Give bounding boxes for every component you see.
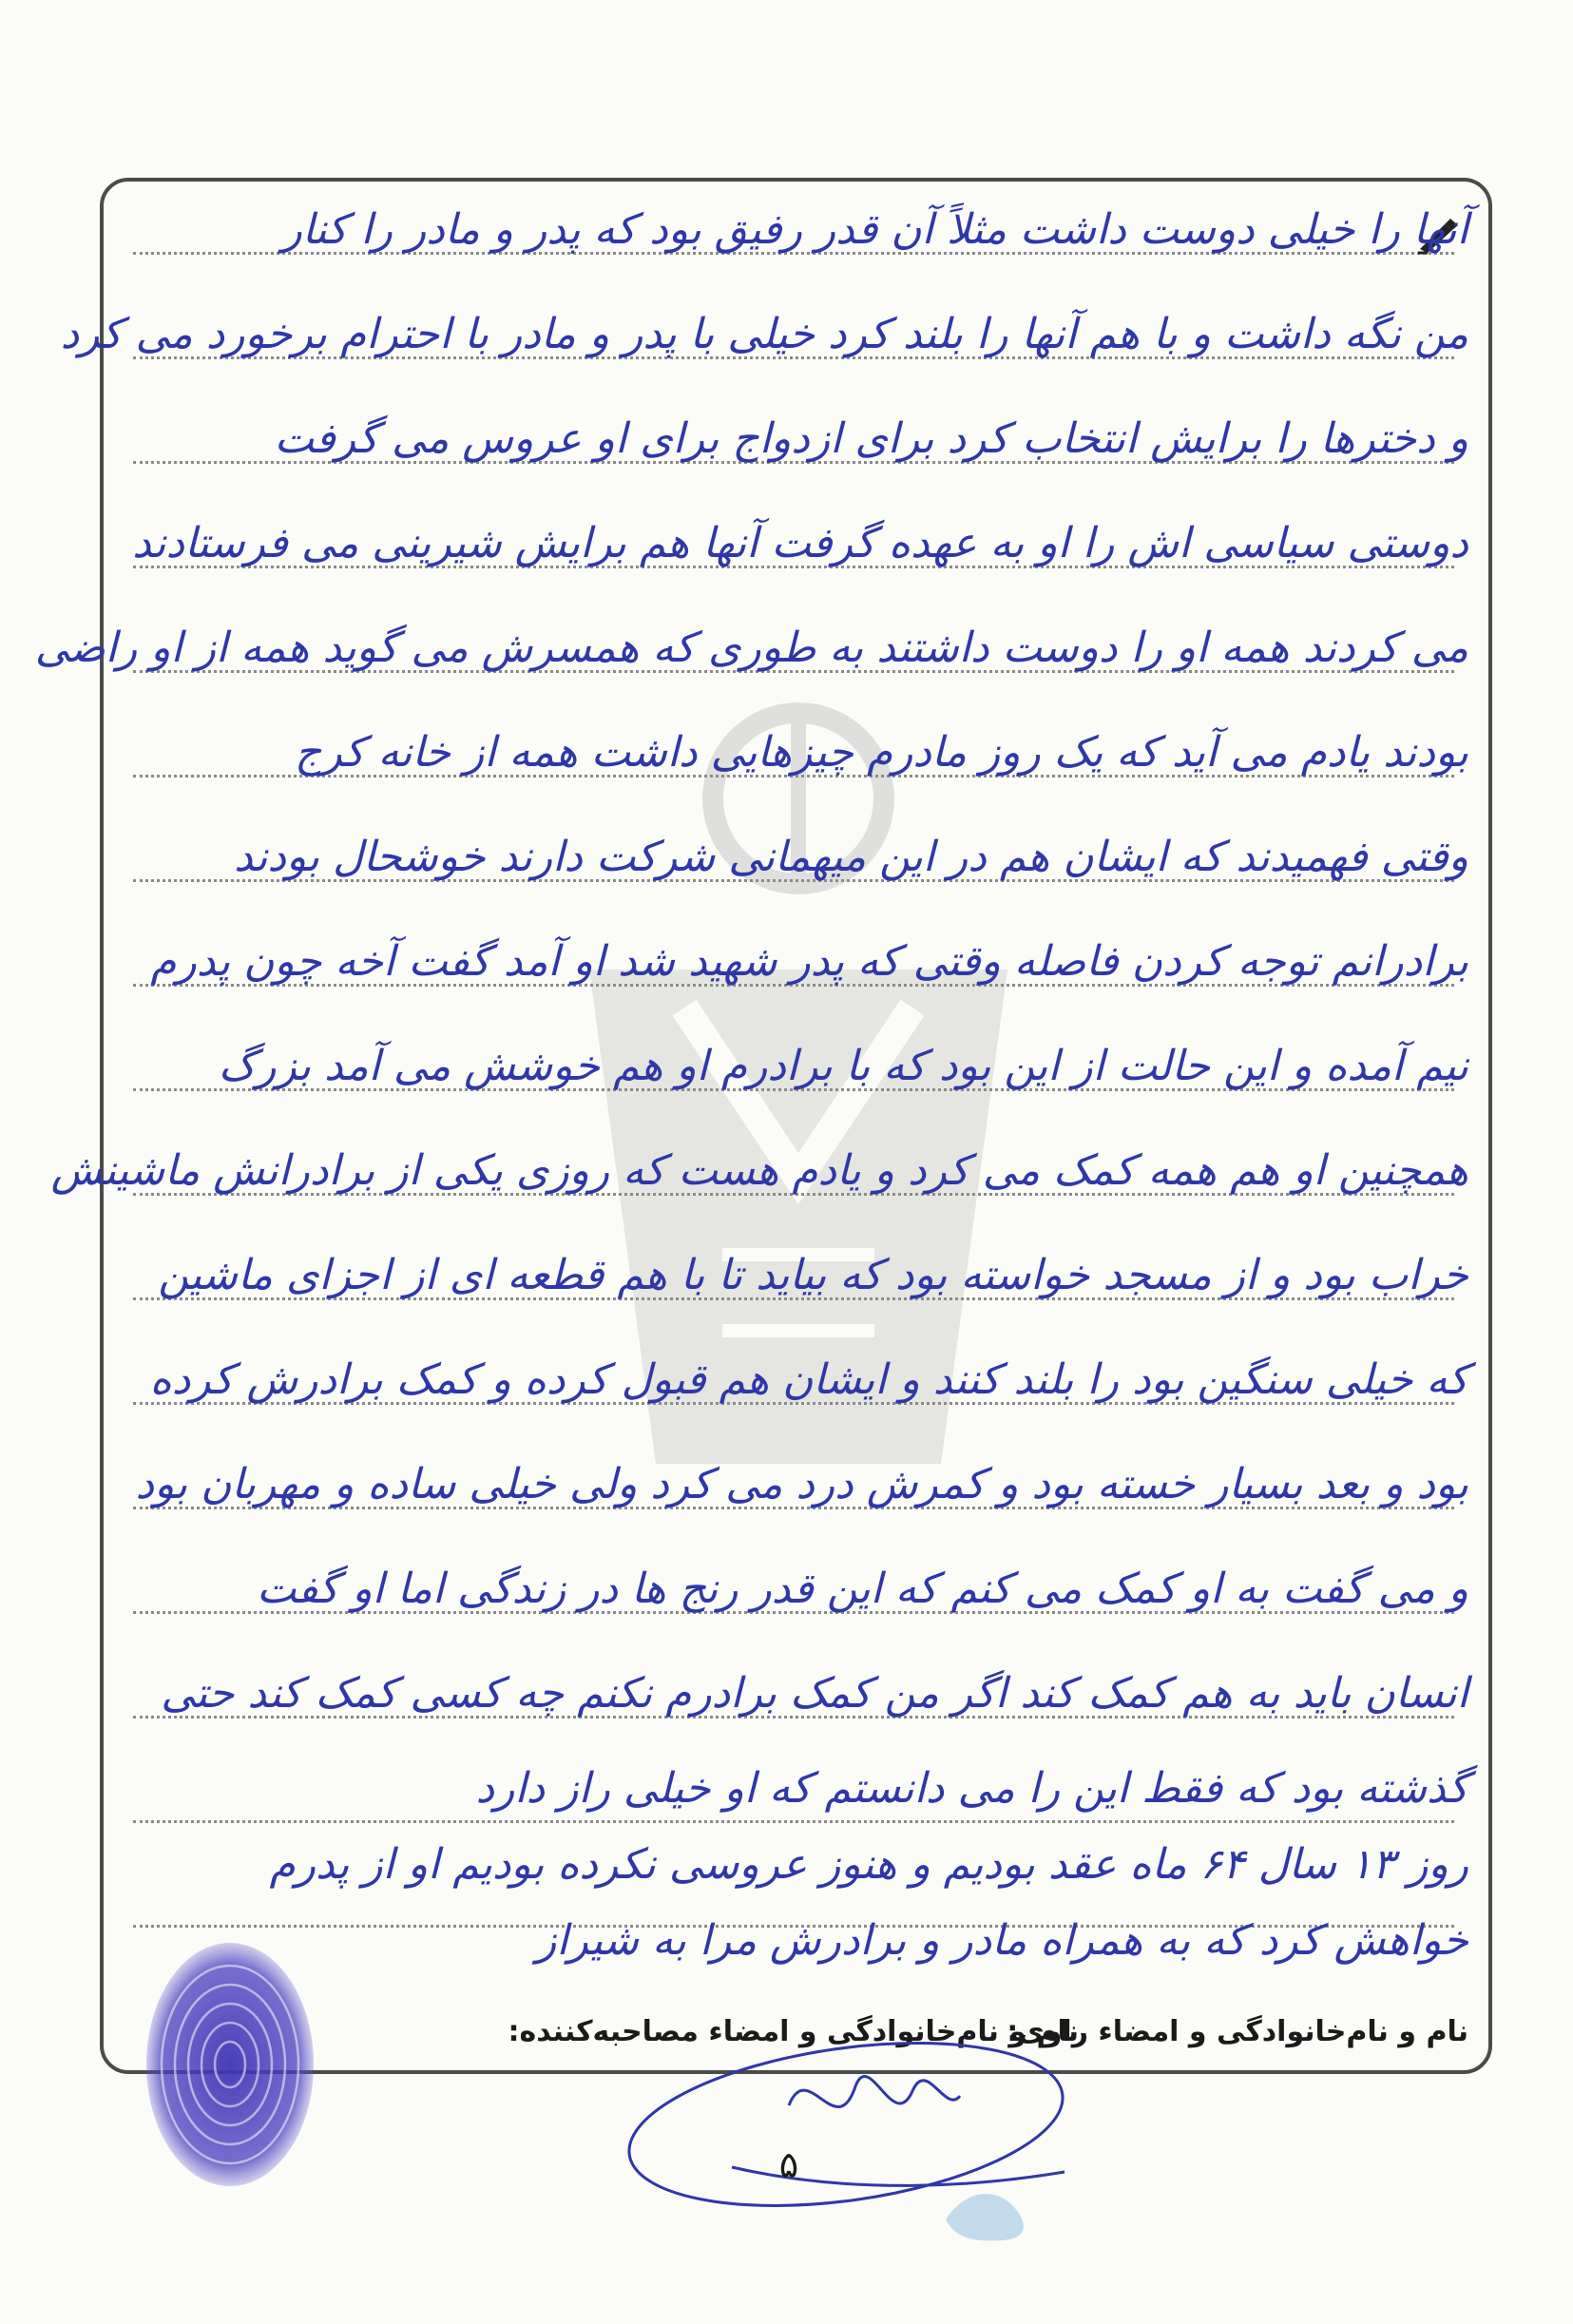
handwritten-line: دوستی سیاسی اش را او به عهده گرفت آنها هم برایش شیرینی می فرستادند: [132, 519, 1468, 567]
handwritten-line: که خیلی سنگین بود را بلند کنند و ایشان هم قبول کرده و کمک برادرش کرده: [149, 1355, 1468, 1404]
handwritten-line: می کردند همه او را دوست داشتند به طوری که همسرش می گوید همه از او راضی: [34, 624, 1468, 672]
narrator-signature-label: نام و نام‌خانوادگی و امضاء راوی:: [1007, 2015, 1468, 2048]
handwritten-line: بود و بعد بسیار خسته بود و کمرش درد می کرد ولی خیلی ساده و مهربان بود: [135, 1460, 1468, 1508]
handwritten-line: وقتی فهمیدند که ایشان هم در این میهمانی شرکت دارند خوشحال بودند: [234, 833, 1468, 881]
handwritten-line: من نگه داشت و با هم آنها را بلند کرد خیلی با پدر و مادر با احترام برخورد می کرد: [60, 310, 1468, 358]
handwritten-line: بودند یادم می آید که یک روز مادرم چیزهایی داشت همه از خانه کرج: [295, 728, 1468, 777]
handwritten-line: نیم آمده و این حالت از این بود که با برادرم او هم خوشش می آمد بزرگ: [218, 1042, 1468, 1090]
handwritten-line: روز ۱۳ سال ۶۴ ماه عقد بودیم و هنوز عروسی نکرده بودیم او از پدرم: [269, 1840, 1468, 1889]
handwritten-line: برادرانم توجه کردن فاصله وقتی که پدر شهید شد او آمد گفت آخه چون پدرم: [150, 937, 1468, 986]
handwritten-line: گذشته بود که فقط این را می دانستم که او خیلی راز دارد: [475, 1764, 1468, 1813]
interviewer-signature-label: نام و نام‌خانوادگی و امضاء مصاحبه‌کننده:: [508, 2015, 1079, 2048]
page-number: ۵: [778, 2143, 799, 2185]
handwritten-line: انسان باید به هم کمک کند اگر من کمک برادرم نکنم چه کسی کمک کند حتی: [161, 1669, 1468, 1718]
fingerprint: [143, 1939, 318, 2191]
handwritten-line: و دخترها را برایش انتخاب کرد برای ازدواج برای او عروس می گرفت: [274, 414, 1468, 463]
ink-smudge: [936, 2181, 1041, 2248]
handwritten-line: همچنین او هم همه کمک می کرد و یادم هست که روزی یکی از برادرانش ماشینش: [50, 1146, 1468, 1195]
handwritten-line: و می گفت به او کمک می کنم که این قدر رنج ها در زندگی اما او گفت: [256, 1565, 1468, 1613]
handwritten-line: خراب بود و از مسجد خواسته بود که بیاید تا با هم قطعه ای از اجزای ماشین: [158, 1251, 1468, 1299]
handwritten-line: خواهش کرد که به همراه مادر و برادرش مرا به شیراز: [536, 1916, 1468, 1965]
handwritten-line: آنها را خیلی دوست داشت مثلاً آن قدر رفیق بود که پدر و مادر را کنار: [281, 205, 1468, 254]
